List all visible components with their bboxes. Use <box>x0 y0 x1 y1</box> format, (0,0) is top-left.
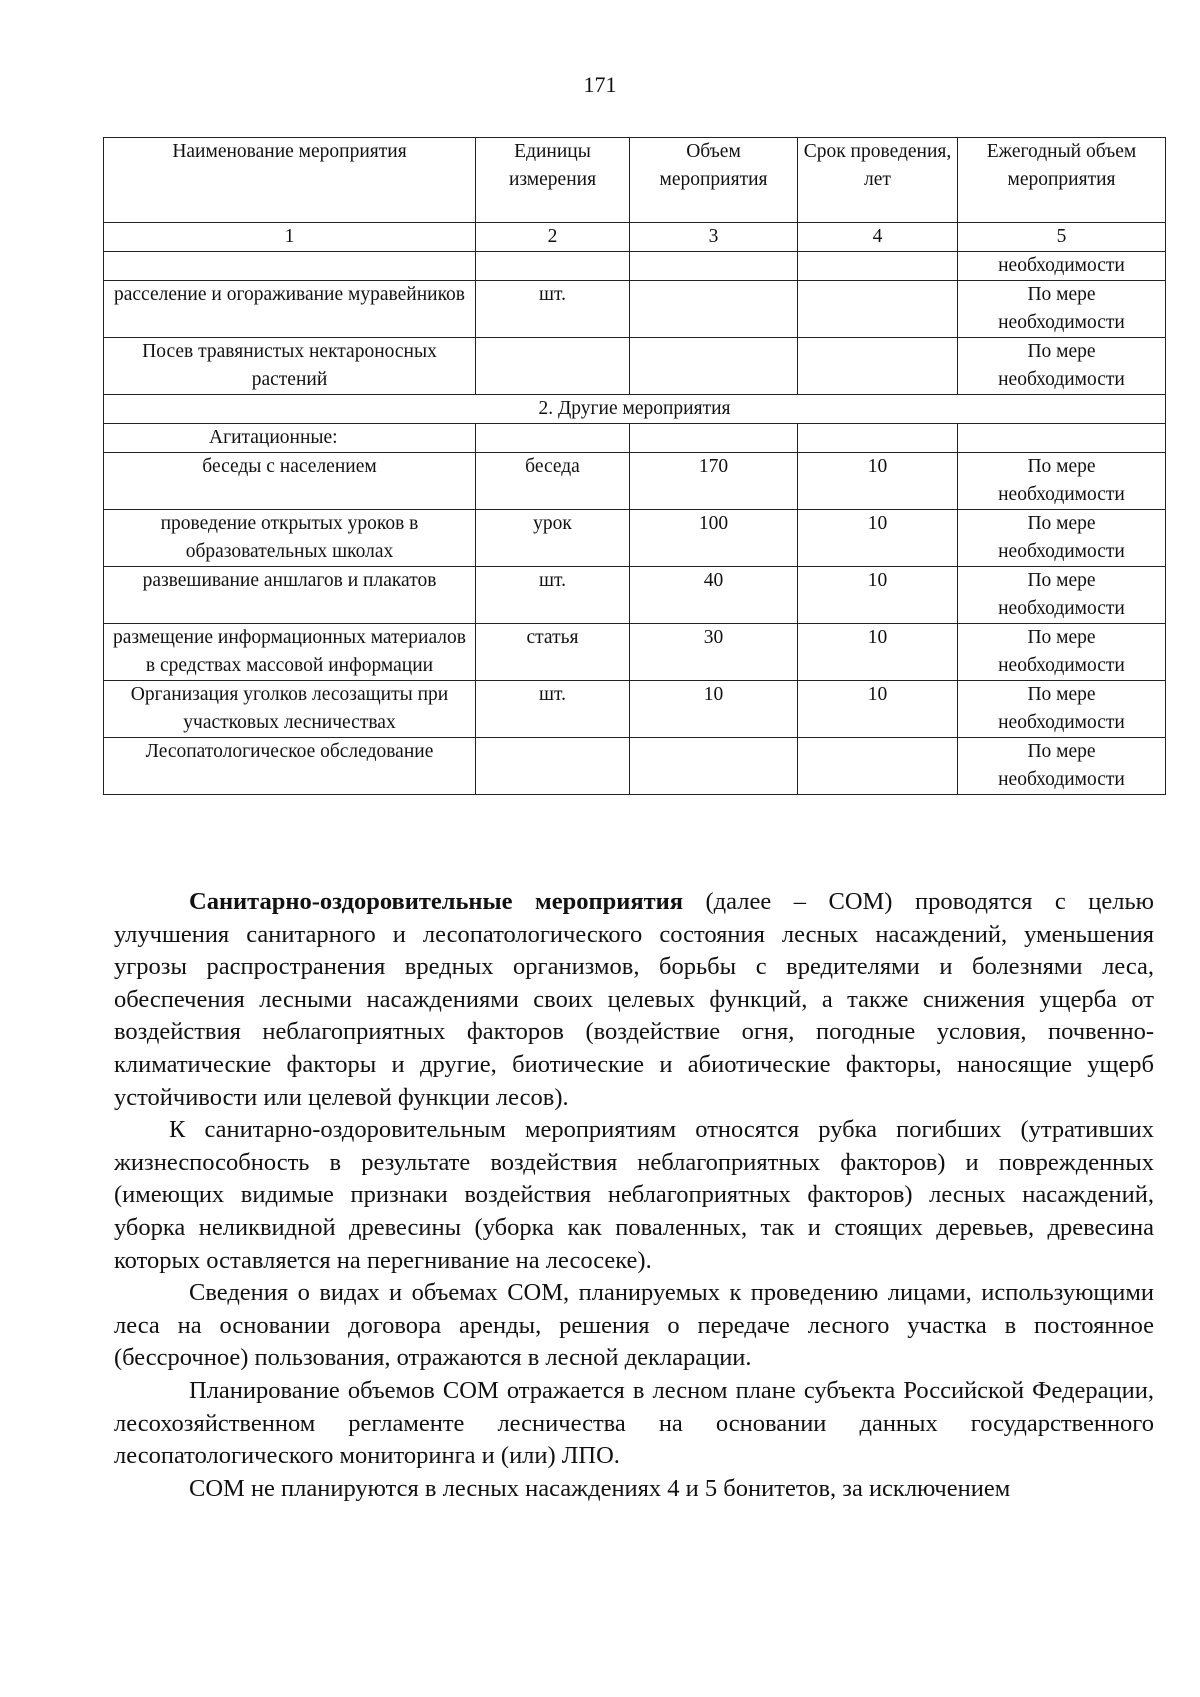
measure-unit: беседа <box>476 453 630 510</box>
measure-term: 10 <box>798 510 958 567</box>
term-bold: Санитарно-оздоровительные мероприятия <box>189 888 684 915</box>
measures-table <box>103 137 1166 795</box>
body-text <box>114 886 1154 1505</box>
column-number-row <box>104 223 1166 252</box>
section-row <box>104 395 1166 424</box>
measure-term <box>798 252 958 281</box>
table-header-row <box>104 138 1166 223</box>
measure-annual: По мере необходимости <box>958 338 1166 395</box>
measure-volume <box>630 281 798 338</box>
column-number: 5 <box>958 223 1166 252</box>
table-row <box>104 681 1166 738</box>
measure-name: беседы с населением <box>104 453 476 510</box>
table-row <box>104 738 1166 795</box>
measure-name: Лесопатологическое обследование <box>104 738 476 795</box>
measure-name: размещение информационных материалов в средствах массовой информации <box>104 624 476 681</box>
paragraph-declaration: Сведения о видах и объемах СОМ, планируемых к проведению лицами, использующими леса на основании договора аренды, решения о передаче лесного участка в постоянное (бессрочное) пользования, отражаются в лесной декларации. <box>114 1279 1154 1372</box>
column-number: 4 <box>798 223 958 252</box>
measure-name: проведение открытых уроков в образовательных школах <box>104 510 476 567</box>
table-row <box>104 453 1166 510</box>
measure-annual: По мере необходимости <box>958 281 1166 338</box>
column-number: 2 <box>476 223 630 252</box>
column-number: 3 <box>630 223 798 252</box>
table-row <box>104 510 1166 567</box>
measure-volume <box>630 338 798 395</box>
measure-volume: 30 <box>630 624 798 681</box>
measure-unit <box>476 738 630 795</box>
measure-annual: По мере необходимости <box>958 453 1166 510</box>
measure-term: 10 <box>798 624 958 681</box>
measure-unit <box>476 252 630 281</box>
measure-name: Посев травянистых нектароносных растений <box>104 338 476 395</box>
measure-unit: шт. <box>476 567 630 624</box>
table-row <box>104 567 1166 624</box>
measure-volume: 40 <box>630 567 798 624</box>
paragraph-som-definition <box>114 886 1154 1114</box>
measure-term <box>798 738 958 795</box>
measure-annual: По мере необходимости <box>958 624 1166 681</box>
measure-name <box>104 252 476 281</box>
table-row <box>104 624 1166 681</box>
measure-annual: необходимости <box>958 252 1166 281</box>
measure-unit: урок <box>476 510 630 567</box>
measure-term <box>798 338 958 395</box>
measure-annual: По мере необходимости <box>958 567 1166 624</box>
measure-term: 10 <box>798 681 958 738</box>
table-row <box>104 281 1166 338</box>
measure-volume <box>630 252 798 281</box>
header-cell: Единицы измерения <box>476 138 630 223</box>
page-number: 171 <box>583 72 617 97</box>
subheading: Агитационные: <box>104 424 476 453</box>
measure-term: 10 <box>798 453 958 510</box>
measure-unit: шт. <box>476 281 630 338</box>
header-cell: Срок проведения, лет <box>798 138 958 223</box>
subheading-row <box>104 424 1166 453</box>
header-cell: Наименование мероприятия <box>104 138 476 223</box>
section-title: 2. Другие мероприятия <box>104 395 1166 424</box>
measure-term: 10 <box>798 567 958 624</box>
table-row <box>104 338 1166 395</box>
measure-unit: статья <box>476 624 630 681</box>
paragraph-planning: Планирование объемов СОМ отражается в лесном плане субъекта Российской Федерации, лесохозяйственном регламенте лесничества на основании данных государственного лесопатологического мониторинга и (или) ЛПО. <box>114 1376 1154 1470</box>
measure-annual: По мере необходимости <box>958 738 1166 795</box>
column-number: 1 <box>104 223 476 252</box>
header-cell: Ежегодный объем мероприятия <box>958 138 1166 223</box>
measure-volume: 10 <box>630 681 798 738</box>
measure-annual: По мере необходимости <box>958 681 1166 738</box>
measure-volume: 170 <box>630 453 798 510</box>
paragraph-text: (далее – СОМ) проводятся с целью улучшения санитарного и лесопатологического состояния лесных насаждений, уменьшения угрозы распространения вредных организмов, борьбы с вредителями и болезнями леса, обеспечения лесными насаждениями своих целевых функций, а также снижения ущерба от воздействия неблагоприятных факторов (воздействие огня, погодные условия, почвенно-климатические факторы и другие, биотические и абиотические факторы, наносящие ущерб устойчивости или целевой функции лесов). <box>114 888 1154 1111</box>
measure-unit: шт. <box>476 681 630 738</box>
measure-annual: По мере необходимости <box>958 510 1166 567</box>
measure-volume <box>630 738 798 795</box>
measure-volume: 100 <box>630 510 798 567</box>
measure-unit <box>476 338 630 395</box>
header-cell: Объем мероприятия <box>630 138 798 223</box>
measure-name: расселение и огораживание муравейников <box>104 281 476 338</box>
paragraph-som-list: К санитарно-оздоровительным мероприятиям относятся рубка погибших (утративших жизнеспособность в результате воздействия неблагоприятных факторов) и поврежденных (имеющих видимые признаки воздействия неблагоприятных факторов) лесных насаждений, уборка неликвидной древесины (уборка как поваленных, так и стоящих деревьев, древесина которых оставляется на перегнивание на лесосеке). <box>114 1116 1154 1274</box>
measure-name: развешивание аншлагов и плакатов <box>104 567 476 624</box>
table-row <box>104 252 1166 281</box>
measure-term <box>798 281 958 338</box>
measure-name: Организация уголков лесозащиты при участковых лесничествах <box>104 681 476 738</box>
paragraph-exception: СОМ не планируются в лесных насаждениях 4 и 5 бонитетов, за исключением <box>189 1474 1011 1502</box>
